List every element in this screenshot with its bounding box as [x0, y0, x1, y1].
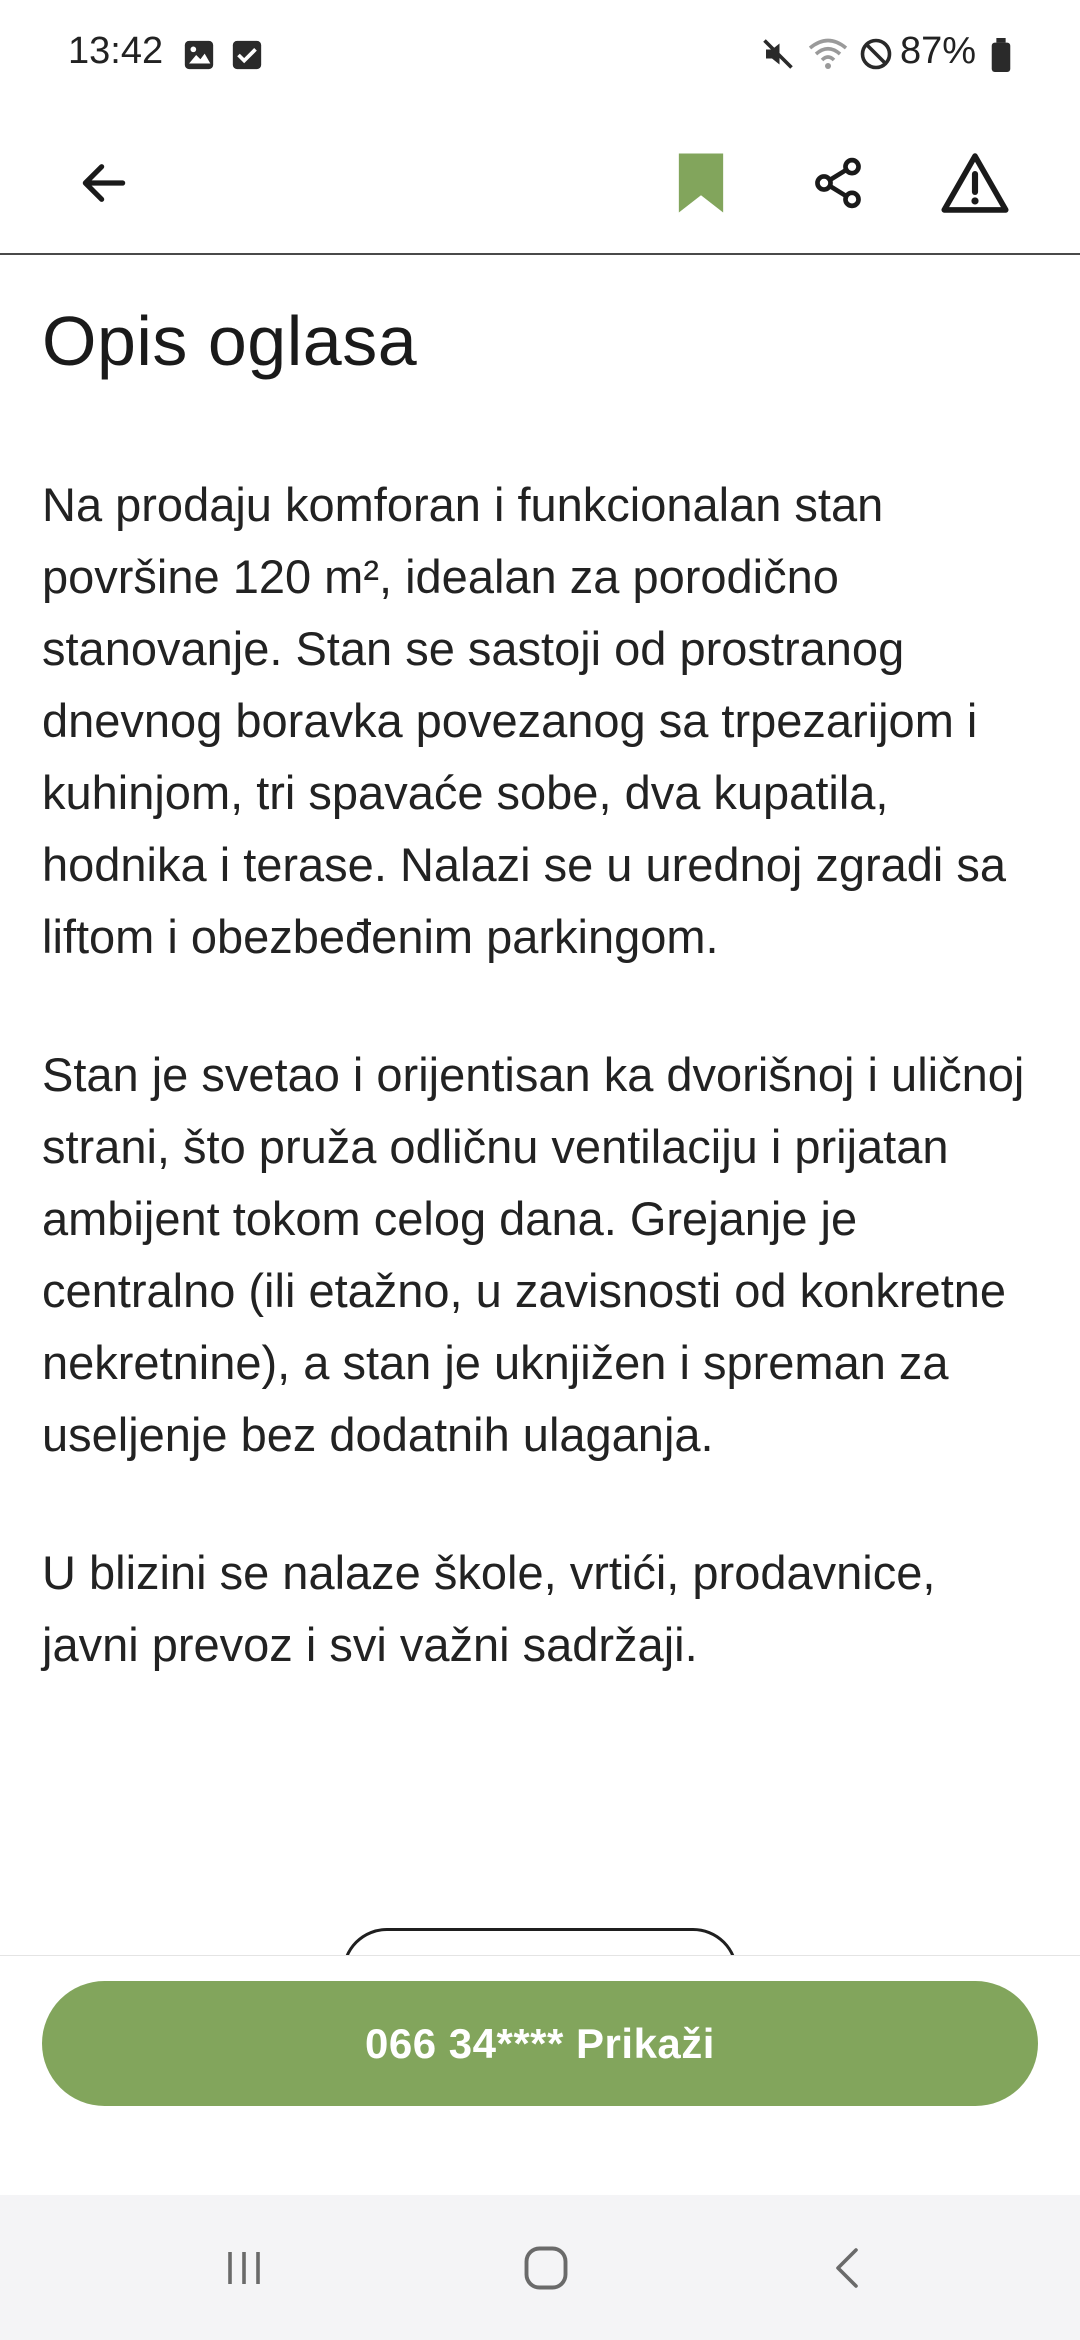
- description-paragraph: Stan je svetao i orijentisan ka dvorišnoj i uličnoj strani, što pruža odličnu ventilaciju i prijatan ambijent tokom celog dana. Grejanje je centralno (ili etažno, u zavisnosti od konkretne nekretnine), a stan je uknjižen i spreman za useljenje bez dodatnih ulaganja.: [42, 1048, 1025, 1461]
- system-nav-bar: [0, 2195, 1080, 2340]
- ad-description-section: [0, 257, 1080, 1957]
- warning-icon: [939, 151, 1011, 220]
- back-button[interactable]: [64, 145, 144, 225]
- bottom-action-panel: [0, 1955, 1080, 2195]
- top-toolbar: [0, 115, 1080, 255]
- share-icon: [810, 155, 866, 216]
- wifi-icon: [806, 36, 850, 77]
- battery-icon: [990, 38, 1012, 77]
- nav-back-button[interactable]: [808, 2235, 888, 2305]
- show-phone-label: 066 34**** Prikaži: [365, 2019, 715, 2067]
- share-button[interactable]: [798, 145, 878, 225]
- gallery-icon: [182, 38, 216, 77]
- status-bar: [0, 0, 1080, 115]
- do-not-disturb-icon: [858, 36, 894, 77]
- description-paragraph: U blizini se nalaze škole, vrtići, prodavnice, javni prevoz i svi važni sadržaji.: [42, 1546, 936, 1671]
- checkbox-icon: [230, 38, 264, 77]
- description-paragraph: Na prodaju komforan i funkcionalan stan površine 120 m², idealan za porodično stanovanje. Stan se sastoji od prostranog dnevnog boravka povezanog sa trpezarijom i kuhinjom, tri spavaće sobe, dva kupatila, hodnika i terase. Nalazi se u urednoj zgradi sa liftom i obezbeđenim parkingom.: [42, 478, 1007, 963]
- arrow-left-icon: [76, 155, 132, 216]
- recent-apps-icon: [219, 2244, 269, 2297]
- mute-icon: [760, 36, 796, 77]
- home-icon: [520, 2242, 572, 2299]
- show-phone-button[interactable]: [42, 1981, 1038, 2106]
- back-icon: [824, 2242, 872, 2299]
- home-button[interactable]: [506, 2235, 586, 2305]
- bookmark-icon: [676, 151, 726, 220]
- report-button[interactable]: [935, 145, 1015, 225]
- battery-percentage: 87%: [900, 30, 977, 72]
- recent-apps-button[interactable]: [204, 2235, 284, 2305]
- status-time: 13:42: [68, 30, 164, 72]
- bookmark-button[interactable]: [661, 145, 741, 225]
- section-title: Opis oglasa: [42, 302, 418, 380]
